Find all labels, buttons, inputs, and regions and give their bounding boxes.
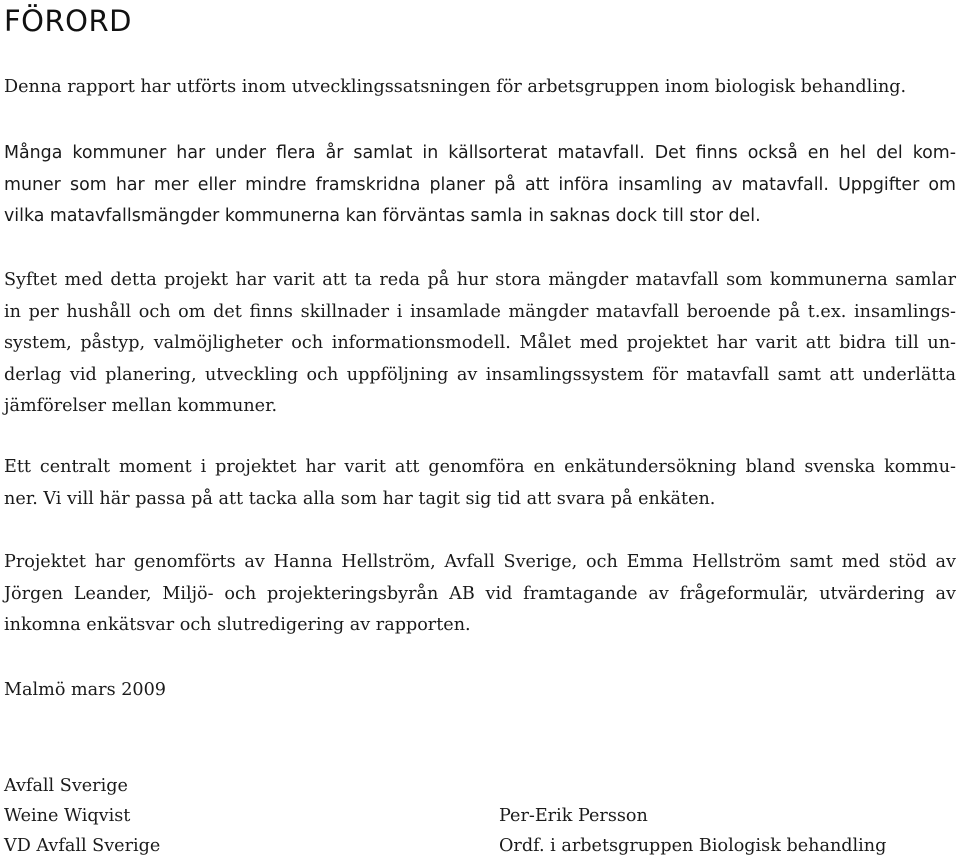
date-place	[4, 675, 956, 707]
paragraph-credits	[4, 547, 956, 642]
text-line: Denna rapport har utförts inom utvecklingssatsningen för arbetsgruppen inom biologisk behandling.	[4, 77, 907, 97]
signature-right	[499, 801, 886, 861]
text-line: Projektet har genomförts av Hanna Hellström, Avfall Sverige, och Emma Hellström samt med stöd av	[4, 552, 956, 572]
signature-left	[4, 771, 160, 861]
paragraph-survey	[4, 452, 956, 515]
paragraph-purpose	[4, 265, 956, 423]
text-line: muner som har mer eller mindre framskridna planer på att införa insamling av matavfall. Uppgifter om	[4, 174, 956, 195]
text-line: ner. Vi vill här passa på att tacka alla som har tagit sig tid att svara på enkäten.	[4, 488, 716, 509]
signature-title: Ordf. i arbetsgruppen Biologisk behandling	[499, 836, 887, 856]
text-line: inkomna enkätsvar och slutredigering av rapporten.	[4, 615, 471, 635]
text-line: vilka matavfallsmängder kommunerna kan förväntas samla in saknas dock till stor del.	[4, 206, 761, 226]
signature-title: VD Avfall Sverige	[4, 836, 161, 856]
text-line: jämförelser mellan kommuner.	[4, 396, 278, 416]
signature-name: Per-Erik Persson	[499, 806, 648, 826]
text-line: system, påstyp, valmöjligheter och informationsmodell. Målet med projektet har varit att bidra till un-	[4, 333, 956, 353]
text-line: Många kommuner har under flera år samlat in källsorterat matavfall. Det finns också en hel del kom-	[4, 143, 956, 163]
text-line: Syftet med detta projekt har varit att ta reda på hur stora mängder matavfall som kommunerna samlar	[4, 270, 956, 290]
page-title: FÖRORD	[4, 4, 132, 38]
document-page	[4, 0, 956, 863]
text-line: Ett centralt moment i projektet har varit att genomföra en enkätundersökning bland svenska kommu-	[4, 457, 956, 477]
text-line: derlag vid planering, utveckling och uppföljning av insamlingssystem för matavfall samt att underlätta	[4, 364, 956, 385]
text-line: in per hushåll och om det finns skillnader i insamlade mängder matavfall beroende på t.ex. insamlings-	[4, 301, 956, 322]
date-place-text: Malmö mars 2009	[4, 680, 166, 700]
signature-organization: Avfall Sverige	[4, 776, 128, 796]
paragraph-intro	[4, 72, 956, 104]
signature-name: Weine Wiqvist	[4, 806, 131, 826]
text-line: Jörgen Leander, Miljö- och projekteringsbyrån AB vid framtagande av frågeformulär, utvärdering av	[4, 583, 956, 604]
paragraph-background	[4, 138, 956, 233]
